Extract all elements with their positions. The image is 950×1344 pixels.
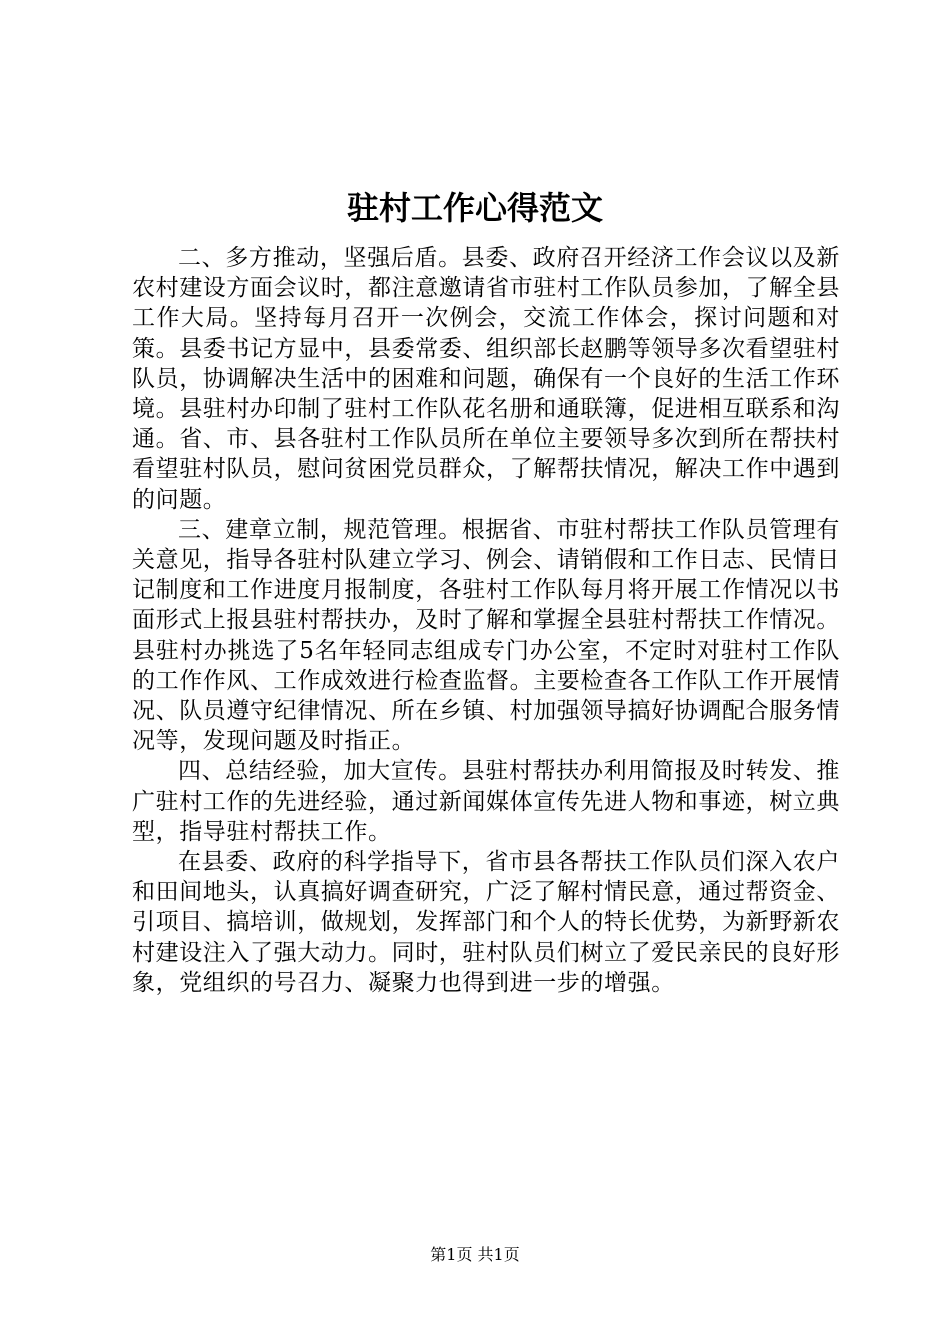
paragraph-3: 三、建章立制，规范管理。根据省、市驻村帮扶工作队员管理有关意见，指导各驻村队建立学习、例会、请销假和工作日志、民情日记制度和工作进度月报制度，各驻村工作队每月将开展工作情况以书面形式上报县驻村帮扶办，及时了解和掌握全县驻村帮扶工作情况。县驻村办挑选了5名年轻同志组成专门办公室，不定时对驻村工作队的工作作风、工作成效进行检查监督。主要检查各工作队工作开展情况、队员遵守纪律情况、所在乡镇、村加强领导搞好协调配合服务情况等，发现问题及时指正。 [132, 516, 840, 755]
page-footer: 第1页 共1页 [430, 1245, 520, 1264]
paragraph-2: 二、多方推动，坚强后盾。县委、政府召开经济工作会议以及新农村建设方面会议时，都注意邀请省市驻村工作队员参加，了解全县工作大局。坚持每月召开一次例会，交流工作体会，探讨问题和对策。县委书记方显中，县委常委、组织部长赵鹏等领导多次看望驻村队员，协调解决生活中的困难和问题，确保有一个良好的生活工作环境。县驻村办印制了驻村工作队花名册和通联簿，促进相互联系和沟通。省、市、县各驻村工作队员所在单位主要领导多次到所在帮扶村看望驻村队员，慰问贫困党员群众，了解帮扶情况，解决工作中遇到的问题。 [132, 245, 840, 513]
paragraph-conclusion: 在县委、政府的科学指导下，省市县各帮扶工作队员们深入农户和田间地头，认真搞好调查研究，广泛了解村情民意，通过帮资金、引项目、搞培训，做规划，发挥部门和个人的特长优势，为新野新农村建设注入了强大动力。同时，驻村队员们树立了爱民亲民的良好形象，党组织的号召力、凝聚力也得到进一步的增强。 [132, 849, 840, 996]
document-title: 驻村工作心得范文 [346, 189, 603, 227]
paragraph-4: 四、总结经验，加大宣传。县驻村帮扶办利用简报及时转发、推广驻村工作的先进经验，通过新闻媒体宣传先进人物和事迹，树立典型，指导驻村帮扶工作。 [132, 758, 840, 845]
document-body [132, 243, 840, 998]
